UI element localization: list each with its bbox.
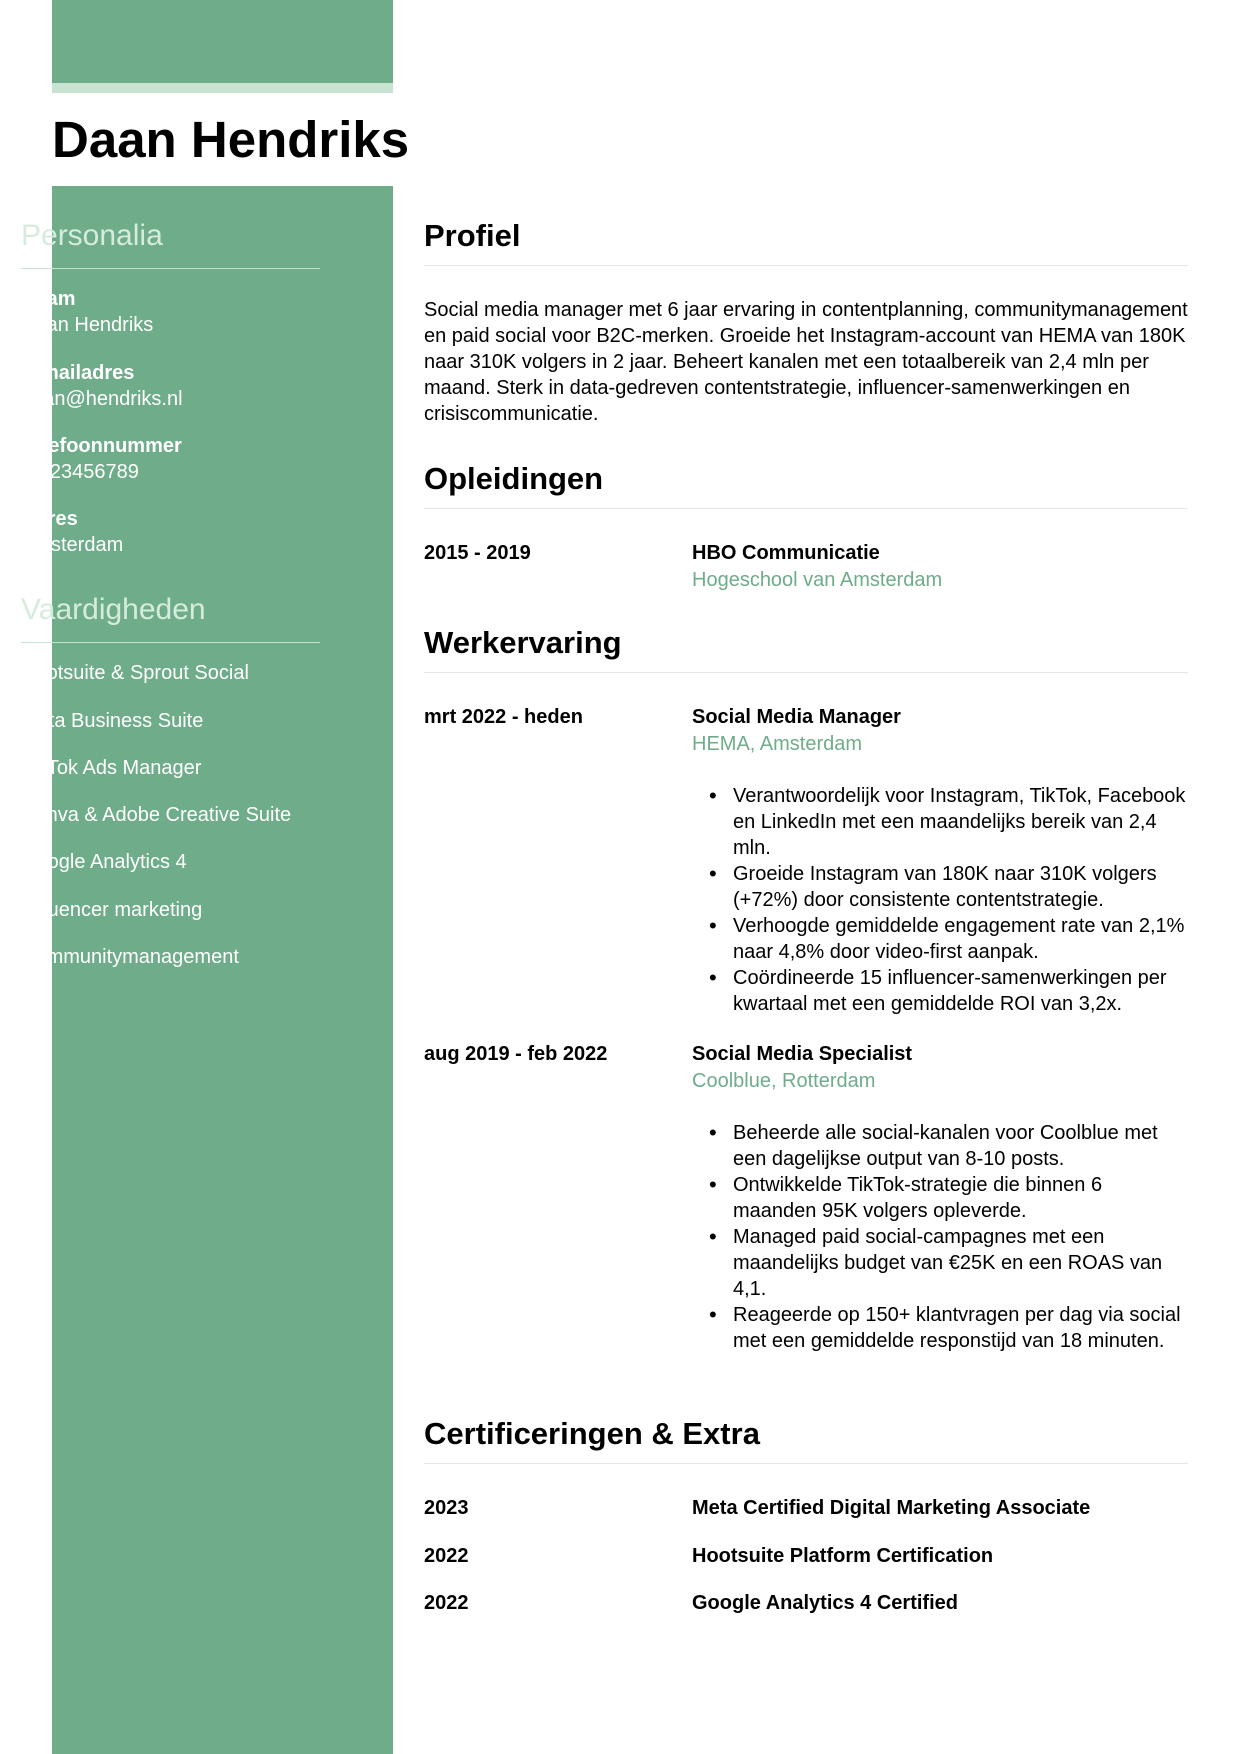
job-title: Social Media Manager xyxy=(692,706,901,728)
list-item: • Managed paid social-campagnes met een maandelijks budget van €25K en een ROAS van 4,1. xyxy=(733,1224,1188,1302)
skill-item: TikTok Ads Manager xyxy=(21,757,202,779)
list-item: • Reageerde op 150+ klantvragen per dag via social met een gemiddelde responstijd van 18 minuten. xyxy=(733,1302,1188,1354)
cert-year: 2023 xyxy=(424,1497,469,1519)
education-divider xyxy=(424,508,1188,509)
field-value: Daan Hendriks xyxy=(21,314,154,336)
education-period: 2015 - 2019 xyxy=(424,542,531,564)
personalia-heading: Personalia xyxy=(21,219,163,252)
cert-title: Google Analytics 4 Certified xyxy=(692,1592,958,1614)
skill-item: Canva & Adobe Creative Suite xyxy=(21,804,292,826)
field-label: Naam xyxy=(21,288,76,310)
personalia-section xyxy=(21,215,320,269)
skill-item: Google Analytics 4 xyxy=(21,851,187,873)
skill-item: Communitymanagement xyxy=(21,946,239,968)
certifications-heading: Certificeringen & Extra xyxy=(424,1416,760,1451)
skill-item: Hootsuite & Sprout Social xyxy=(21,662,249,684)
profile-divider xyxy=(424,265,1188,266)
personalia-divider xyxy=(21,268,320,269)
list-item: • Beheerde alle social-kanalen voor Coolblue met een dagelijkse output van 8-10 posts. xyxy=(733,1120,1188,1172)
list-item: • Verantwoordelijk voor Instagram, TikTok, Facebook en LinkedIn met een maandelijks bereik van 2,4 mln. xyxy=(733,783,1188,861)
field-label: Adres xyxy=(21,508,78,530)
skill-item: Influencer marketing xyxy=(21,899,203,921)
field-value: daan@hendriks.nl xyxy=(21,388,183,410)
cert-year: 2022 xyxy=(424,1592,469,1614)
experience-divider xyxy=(424,672,1188,673)
education-heading: Opleidingen xyxy=(424,461,604,496)
header-accent-stripe xyxy=(52,83,393,93)
job-employer: HEMA, Amsterdam xyxy=(692,733,863,755)
experience-heading: Werkervaring xyxy=(424,625,622,660)
skills-divider xyxy=(21,642,320,643)
field-label: Telefoonnummer xyxy=(21,435,182,457)
skills-section xyxy=(21,589,320,643)
job-bullets xyxy=(692,783,1188,1017)
list-item: • Coördineerde 15 influencer-samenwerkingen per kwartaal met een gemiddelde ROI van 3,2x. xyxy=(733,965,1188,1017)
sidebar xyxy=(52,186,393,1754)
cert-title: Meta Certified Digital Marketing Associate xyxy=(692,1497,1091,1519)
job-period: aug 2019 - feb 2022 xyxy=(424,1043,608,1065)
list-item: • Verhoogde gemiddelde engagement rate van 2,1% naar 4,8% door video-first aanpak. xyxy=(733,913,1188,965)
candidate-name: Daan Hendriks xyxy=(52,111,410,168)
education-school: Hogeschool van Amsterdam xyxy=(692,569,943,591)
job-employer: Coolblue, Rotterdam xyxy=(692,1070,876,1092)
field-email xyxy=(21,360,320,412)
profile-heading: Profiel xyxy=(424,218,521,253)
header-accent-bar xyxy=(52,0,393,83)
job-title: Social Media Specialist xyxy=(692,1043,913,1065)
job-period: mrt 2022 - heden xyxy=(424,706,583,728)
cert-year: 2022 xyxy=(424,1545,469,1567)
skill-item: Meta Business Suite xyxy=(21,710,204,732)
list-item: • Ontwikkelde TikTok-strategie die binnen 6 maanden 95K volgers opleverde. xyxy=(733,1172,1188,1224)
field-adres xyxy=(21,506,320,558)
cert-title: Hootsuite Platform Certification xyxy=(692,1545,994,1567)
field-telefoon xyxy=(21,433,320,485)
certifications-divider xyxy=(424,1463,1188,1464)
field-label: E-mailadres xyxy=(21,362,135,384)
job-bullets xyxy=(692,1120,1188,1354)
education-title: HBO Communicatie xyxy=(692,542,880,564)
field-value: 06-23456789 xyxy=(21,461,139,483)
profile-text: Social media manager met 6 jaar ervaring in contentplanning, communitymanagement en paid social voor B2C-merken. Groeide het Instagram-account van HEMA van 180K naar 310K volgers in 2 jaar. Beheert kanalen met een totaalbereik van 2,4 mln per maand. Sterk in data-gedreven contentstrategie, influencer-samenwerkingen en crisiscommunicatie. xyxy=(424,299,1188,425)
field-value: Amsterdam xyxy=(21,534,124,556)
list-item: • Groeide Instagram van 180K naar 310K volgers (+72%) door consistente contentstrategie. xyxy=(733,861,1188,913)
field-naam xyxy=(21,286,320,338)
skills-heading: Vaardigheden xyxy=(21,593,206,626)
